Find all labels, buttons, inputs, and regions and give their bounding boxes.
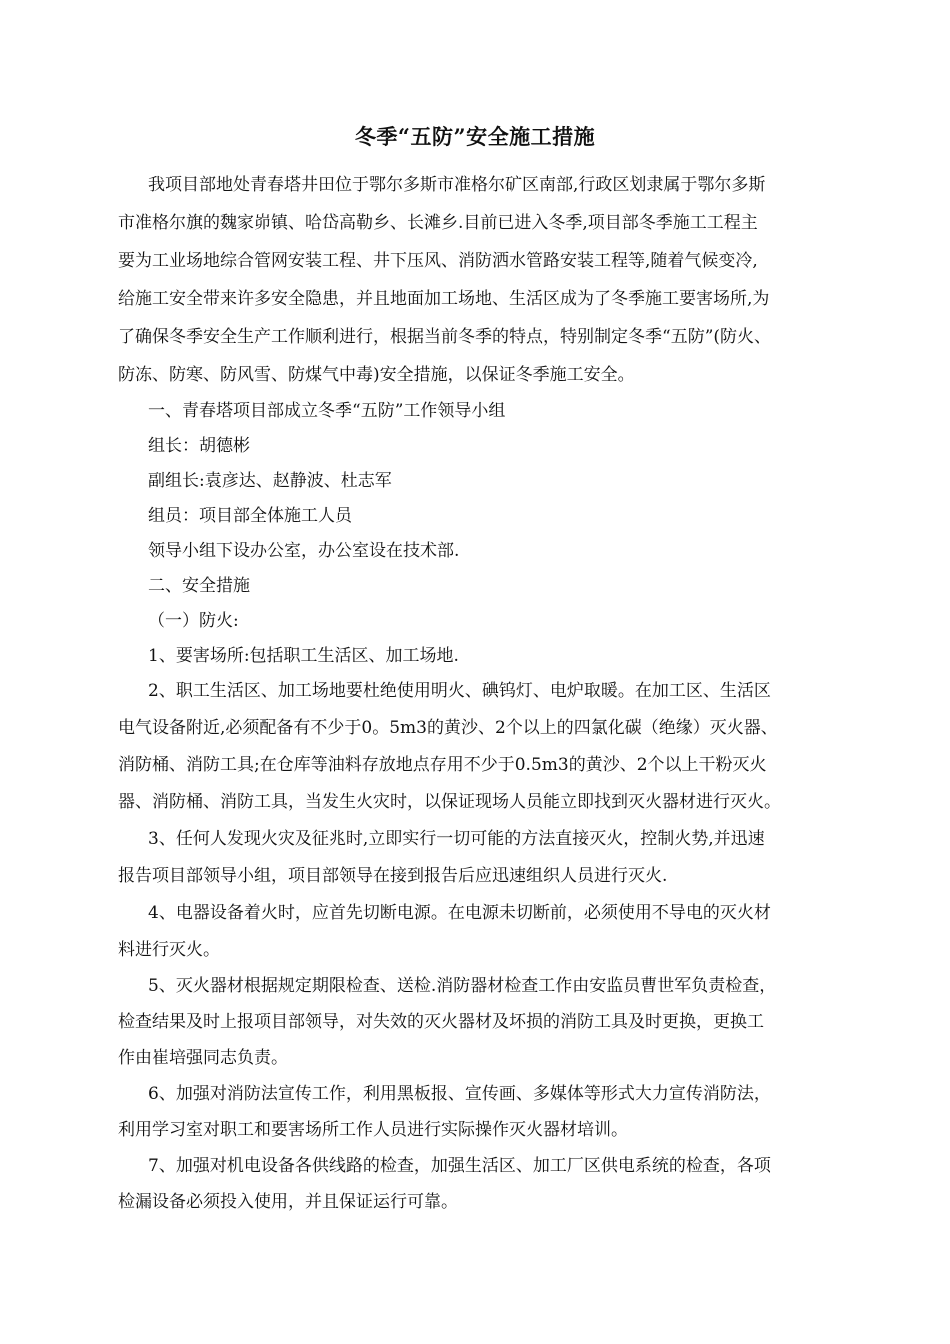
paragraph-line: 消防桶、消防工具;在仓库等油料存放地点存用不少于0.5m3的黄沙、2个以上干粉灭火 — [118, 755, 767, 775]
paragraph-line: 组长：胡德彬 — [148, 436, 250, 456]
document-title: 冬季“五防”安全施工措施 — [354, 124, 596, 149]
paragraph-line: 检漏设备必须投入使用，并且保证运行可靠。 — [118, 1192, 458, 1212]
paragraph-line: 2、职工生活区、加工场地要杜绝使用明火、碘钨灯、电炉取暖。在加工区、生活区 — [148, 681, 771, 701]
paragraph-line: 利用学习室对职工和要害场所工作人员进行实际操作灭火器材培训。 — [118, 1120, 628, 1140]
paragraph-line: 一、青春塔项目部成立冬季“五防”工作领导小组 — [148, 401, 506, 421]
paragraph-line: 4、电器设备着火时，应首先切断电源。在电源未切断前，必须使用不导电的灭火材 — [148, 903, 771, 923]
paragraph-line: 市准格尔旗的魏家峁镇、哈岱高勒乡、长滩乡.目前已进入冬季,项目部冬季施工工程主 — [118, 213, 758, 233]
paragraph-line: 6、加强对消防法宣传工作，利用黑板报、宣传画、多媒体等形式大力宣传消防法， — [148, 1084, 771, 1104]
paragraph-line: （一）防火: — [148, 611, 239, 631]
paragraph-line: 7、加强对机电设备各供线路的检查，加强生活区、加工厂区供电系统的检查，各项 — [148, 1156, 771, 1176]
paragraph-line: 给施工安全带来许多安全隐患，并且地面加工场地、生活区成为了冬季施工要害场所,为 — [118, 289, 770, 309]
paragraph-line: 二、安全措施 — [148, 576, 250, 596]
paragraph-line: 报告项目部领导小组，项目部领导在接到报告后应迅速组织人员进行灭火. — [118, 866, 668, 886]
paragraph-line: 料进行灭火。 — [118, 940, 220, 960]
paragraph-line: 电气设备附近,必须配备有不少于0。5m3的黄沙、2个以上的四氯化碳（绝缘）灭火器、 — [118, 718, 778, 738]
paragraph-line: 组员：项目部全体施工人员 — [148, 506, 352, 526]
paragraph-line: 防冻、防寒、防风雪、防煤气中毒)安全措施，以保证冬季施工安全。 — [118, 365, 635, 385]
paragraph-line: 副组长:袁彦达、赵静波、杜志军 — [148, 471, 392, 491]
paragraph-line: 3、任何人发现火灾及征兆时,立即实行一切可能的方法直接灭火，控制火势,并迅速 — [148, 829, 765, 849]
paragraph-line: 检查结果及时上报项目部领导，对失效的灭火器材及坏损的消防工具及时更换，更换工 — [118, 1012, 764, 1032]
paragraph-line: 1、要害场所:包括职工生活区、加工场地. — [148, 646, 459, 666]
paragraph-line: 作由崔培强同志负责。 — [118, 1048, 288, 1068]
paragraph-line: 领导小组下设办公室，办公室设在技术部. — [148, 541, 460, 561]
paragraph-line: 器、消防桶、消防工具，当发生火灾时，以保证现场人员能立即找到灭火器材进行灭火。 — [118, 792, 781, 812]
paragraph-line: 要为工业场地综合管网安装工程、井下压风、消防洒水管路安装工程等,随着气候变冷, — [118, 251, 758, 271]
paragraph-line: 了确保冬季安全生产工作顺利进行，根据当前冬季的特点，特别制定冬季“五防”(防火、 — [118, 327, 772, 347]
paragraph-line: 5、灭火器材根据规定期限检查、送检.消防器材检查工作由安监员曹世军负责检查， — [148, 976, 777, 996]
paragraph-line: 我项目部地处青春塔井田位于鄂尔多斯市准格尔矿区南部,行政区划隶属于鄂尔多斯 — [148, 175, 766, 195]
